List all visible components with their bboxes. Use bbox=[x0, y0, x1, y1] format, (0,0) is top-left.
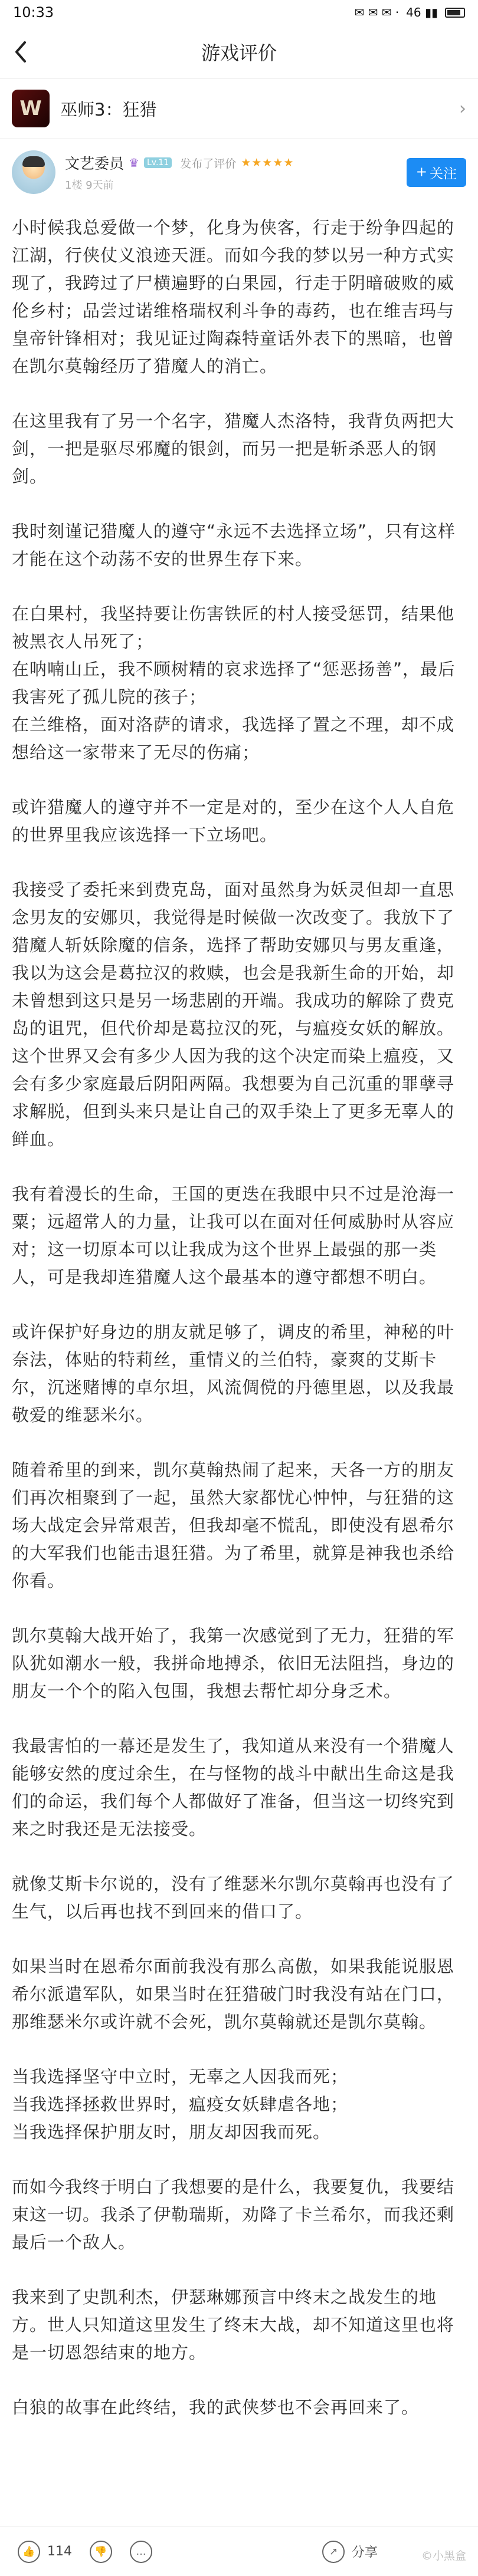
nav-bar bbox=[0, 25, 478, 79]
review-paragraph: 白狼的故事在此终结，我的武侠梦也不会再回来了。 bbox=[12, 2397, 420, 2417]
author-header bbox=[0, 139, 478, 200]
review-paragraph: 我时刻谨记猎魔人的遵守“永远不去选择立场”，只有这样才能在这个动荡不安的世界生存下来。 bbox=[12, 521, 456, 569]
status-bar bbox=[0, 0, 478, 25]
game-name: 巫师3：狂猎 bbox=[60, 99, 157, 120]
review-paragraph: 我最害怕的一幕还是发生了，我知道从来没有一个猎魔人能够安然的度过余生，在与怪物的战斗中献出生命这是我们的命运，我们每个人都做好了准备，但当这一切终究到来之时我还是无法接受。 bbox=[12, 1736, 455, 1839]
plus-icon: + bbox=[415, 165, 427, 180]
back-button[interactable] bbox=[0, 25, 41, 79]
share-icon: ↗ bbox=[322, 2541, 345, 2563]
review-paragraph: 就像艾斯卡尔说的，没有了维瑟米尔凯尔莫翰再也没有了生气，以后再也找不到回来的借口了。 bbox=[12, 1874, 455, 1922]
like-button[interactable] bbox=[18, 2541, 72, 2563]
dislike-button[interactable] bbox=[90, 2541, 112, 2563]
review-paragraph: 凯尔莫翰大战开始了，我第一次感觉到了无力，狂猎的军队犹如潮水一般，我拼命地搏杀，依旧无法阻挡，身边的朋友一个个的陷入包围，我想去帮忙却分身乏术。 bbox=[12, 1626, 455, 1701]
comment-button[interactable] bbox=[130, 2541, 152, 2563]
page-title: 游戏评价 bbox=[201, 41, 277, 64]
follow-label: 关注 bbox=[430, 166, 457, 182]
game-icon-letter: W bbox=[19, 97, 42, 120]
review-paragraph: 在白果村，我坚持要让伤害铁匠的村人接受惩罚，结果他被黑衣人吊死了； 在呐喃山丘，我不顾树精的哀求选择了“惩恶扬善”，最后我害死了孤儿院的孩子； 在兰维格，面对洛萨的请求，我选择了置之不理，却不成想给这一家带来了无尽的伤痛； bbox=[12, 604, 456, 762]
share-button[interactable] bbox=[322, 2541, 378, 2563]
publish-label: 发布了评价 bbox=[180, 157, 237, 170]
floor-time: 1楼 9天前 bbox=[65, 179, 114, 192]
thumbs-down-icon: 👎 bbox=[90, 2541, 112, 2563]
review-paragraph: 如果当时在恩希尔面前我没有那么高傲，如果我能说服恩希尔派遣军队，如果当时在狂猎破门时我没有站在门口，那维瑟米尔或许就不会死，凯尔莫翰就还是凯尔莫翰。 bbox=[12, 1956, 455, 2032]
review-paragraph: 在这里我有了另一个名字，猎魔人杰洛特，我背负两把大剑，一把是驱尽邪魔的银剑，而另一把是斩杀恶人的钢剑。 bbox=[12, 411, 455, 486]
review-paragraph: 我来到了史凯利杰，伊瑟琳娜预言中终末之战发生的地方。世人只知道这里发生了终末大战，却不知道这里也将是一切恩怨结束的地方。 bbox=[12, 2287, 455, 2363]
back-arrow-icon bbox=[13, 40, 28, 64]
review-paragraph: 我有着漫长的生命，王国的更迭在我眼中只不过是沧海一粟；远超常人的力量，让我可以在面对任何威胁时从容应对；这一切原本可以让我成为这个世界上最强的那一类人，可是我却连猎魔人这个最基本的遵守都想不明白。 bbox=[12, 1184, 455, 1287]
review-paragraph: 小时候我总爱做一个梦，化身为侠客，行走于纷争四起的江湖，行侠仗义浪迹天涯。而如今我的梦以另一种方式实现了，我跨过了尸横遍野的白果园，行走于阴暗破败的威伦乡村；品尝过诺维格瑞权利斗争的毒药，也在维吉玛与皇帝针锋相对；我见证过陶森特童话外表下的黑暗，也曾在凯尔莫翰经历了猎魔人的消亡。 bbox=[12, 218, 455, 376]
avatar[interactable] bbox=[12, 150, 55, 194]
watermark: ©小黑盒 bbox=[421, 2549, 466, 2562]
review-paragraph: 当我选择坚守中立时，无辜之人因我而死； 当我选择拯救世界时，瘟疫女妖肆虐各地； 当我选择保护朋友时，朋友却因我而死。 bbox=[12, 2067, 349, 2142]
like-count: 114 bbox=[47, 2544, 72, 2559]
chevron-right-icon: › bbox=[459, 98, 466, 119]
thumbs-up-icon: 👍 bbox=[18, 2541, 40, 2563]
comment-icon: … bbox=[130, 2541, 152, 2563]
battery-icon bbox=[445, 8, 465, 18]
game-link[interactable] bbox=[0, 79, 478, 139]
status-time: 10:33 bbox=[13, 4, 54, 21]
review-paragraph: 或许猎魔人的遵守并不一定是对的，至少在这个人人自危的世界里我应该选择一下立场吧。 bbox=[12, 797, 455, 845]
rating-stars: ★★★★★ bbox=[241, 156, 294, 169]
review-paragraph: 随着希里的到来，凯尔莫翰热闹了起来，天各一方的朋友们再次相聚到了一起，虽然大家都忧心忡忡，与狂猎的这场大战定会异常艰苦，但我却毫不慌乱，即使没有恩希尔的大军我们也能击退狂猎。为了希里，就算是神我也杀给你看。 bbox=[12, 1460, 455, 1591]
bottom-action-bar bbox=[0, 2526, 478, 2576]
review-content bbox=[0, 200, 478, 2422]
level-badge: Lv.11 bbox=[144, 157, 172, 168]
author-meta bbox=[65, 152, 397, 192]
review-paragraph: 我接受了委托来到费克岛，面对虽然身为妖灵但却一直思念男友的安娜贝，我觉得是时候做一次改变了。我放下了猎魔人斩妖除魔的信条，选择了帮助安娜贝与男友重逢，我以为这会是葛拉汉的救赎，也会是我新生命的开始，却未曾想到这只是另一场悲剧的开端。我成功的解除了费克岛的诅咒，但代价却是葛拉汉的死，与瘟疫女妖的解放。这个世界又会有多少人因为我的这个决定而染上瘟疫，又会有多少家庭最后阴阳两隔。我想要为自己沉重的罪孽寻求解脱，但到头来只是让自己的双手染上了更多无辜人的鲜血。 bbox=[12, 880, 455, 1149]
notification-icons: ✉ ✉ ✉ · bbox=[354, 5, 400, 19]
review-paragraph: 而如今我终于明白了我想要的是什么，我要复仇，我要结束这一切。我杀了伊勒瑞斯，劝降了卡兰希尔，而我还剩最后一个敌人。 bbox=[12, 2177, 455, 2252]
follow-button[interactable] bbox=[407, 158, 466, 187]
vip-badge-icon: ♛ bbox=[129, 156, 139, 170]
share-label: 分享 bbox=[351, 2545, 378, 2560]
review-paragraph: 或许保护好身边的朋友就足够了，调皮的希里，神秘的叶奈法，体贴的特莉丝，重情义的兰伯特，豪爽的艾斯卡尔，沉迷赌博的卓尔坦，风流倜傥的丹德里恩，以及我最敬爱的维瑟米尔。 bbox=[12, 1322, 455, 1425]
author-name[interactable]: 文艺委员 bbox=[65, 155, 125, 172]
network-icon: 46 ▮▮ bbox=[406, 5, 438, 19]
game-icon bbox=[12, 90, 50, 127]
status-icons bbox=[354, 5, 465, 19]
